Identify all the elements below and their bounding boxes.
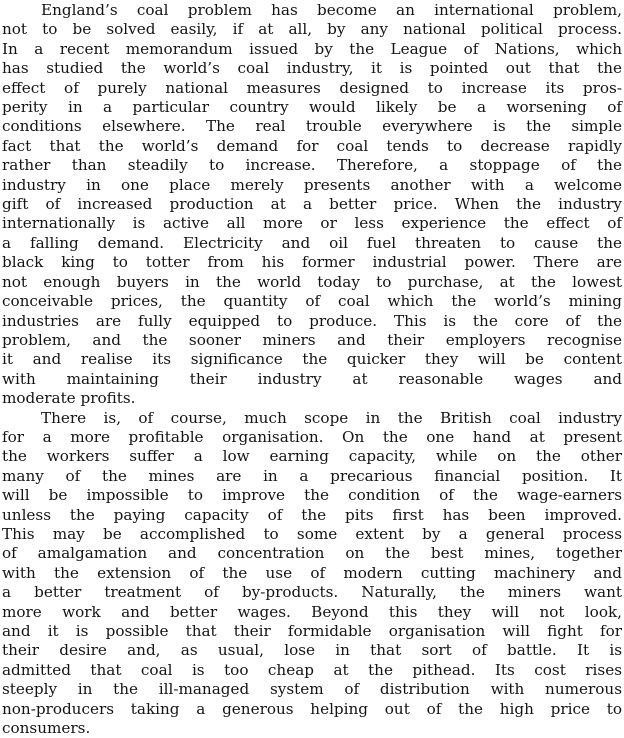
text-line: not enough buyers in the world today to purchase, at the lowest (2, 272, 622, 291)
paragraph-2 (2, 409, 622, 738)
text-line: unless the paying capacity of the pits first has been improved. (2, 505, 622, 524)
text-line: not to be solved easily, if at all, by any national political process. (2, 20, 622, 39)
text-line: their desire and, as usual, lose in that sort of battle. It is (2, 641, 622, 660)
text-line: gift of increased production at a better price. When the industry (2, 195, 622, 214)
text-line: for a more profitable organisation. On the one hand at present (2, 427, 622, 446)
text-line: perity in a particular country would likely be a worsening of (2, 98, 622, 117)
text-line: a falling demand. Electricity and oil fuel threaten to cause the (2, 233, 622, 252)
text-line: admitted that coal is too cheap at the pithead. Its cost rises (2, 660, 622, 679)
text-line: consumers. (2, 719, 91, 738)
text-line: There is, of course, much scope in the British coal industry (41, 408, 622, 427)
text-line: problem, and the sooner miners and their employers recognise (2, 330, 622, 349)
text-line: moderate profits. (2, 389, 136, 408)
text-line: and it is possible that their formidable organisation will fight for (2, 622, 622, 640)
paragraph-1 (2, 1, 622, 409)
text-line: effect of purely national measures designed to increase its pros- (2, 78, 622, 97)
text-line: rather than steadily to increase. Therefore, a stoppage of the (2, 156, 622, 175)
text-line: black king to totter from his former industrial power. There are (2, 253, 622, 272)
text-line: fact that the world’s demand for coal tends to decrease rapidly (2, 136, 622, 155)
text-line: industry in one place merely presents another with a welcome (2, 175, 622, 194)
text-line: conditions elsewhere. The real trouble everywhere is the simple (2, 117, 622, 136)
text-line: conceivable prices, the quantity of coal which the world’s mining (2, 292, 622, 311)
text-line: has studied the world’s coal industry, it is pointed out that the (2, 59, 622, 78)
text-line: a better treatment of by-products. Naturally, the miners want (2, 583, 622, 602)
text-line: non-producers taking a generous helping out of the high price to (2, 699, 622, 718)
text-line: industries are fully equipped to produce. This is the core of the (2, 311, 622, 330)
text-line: the workers suffer a low earning capacity, while on the other (2, 447, 622, 466)
text-line: more work and better wages. Beyond this they will not look, (2, 602, 622, 621)
text-line: This may be accomplished to some extent by a general process (2, 524, 622, 543)
text-line: of amalgamation and concentration on the best mines, together (2, 544, 622, 563)
text-line: with maintaining their industry at reasonable wages and (2, 369, 622, 388)
text-line: England’s coal problem has become an international problem, (41, 1, 622, 19)
text-line: with the extension of the use of modern cutting machinery and (2, 563, 622, 582)
text-line: will be impossible to improve the condition of the wage-earners (2, 486, 622, 505)
text-line: internationally is active all more or less experience the effect of (2, 214, 622, 233)
text-line: it and realise its significance the quicker they will be content (2, 350, 622, 369)
text-line: In a recent memorandum issued by the League of Nations, which (2, 39, 622, 58)
text-line: steeply in the ill-managed system of distribution with numerous (2, 680, 622, 699)
text-line: many of the mines are in a precarious financial position. It (2, 466, 622, 485)
